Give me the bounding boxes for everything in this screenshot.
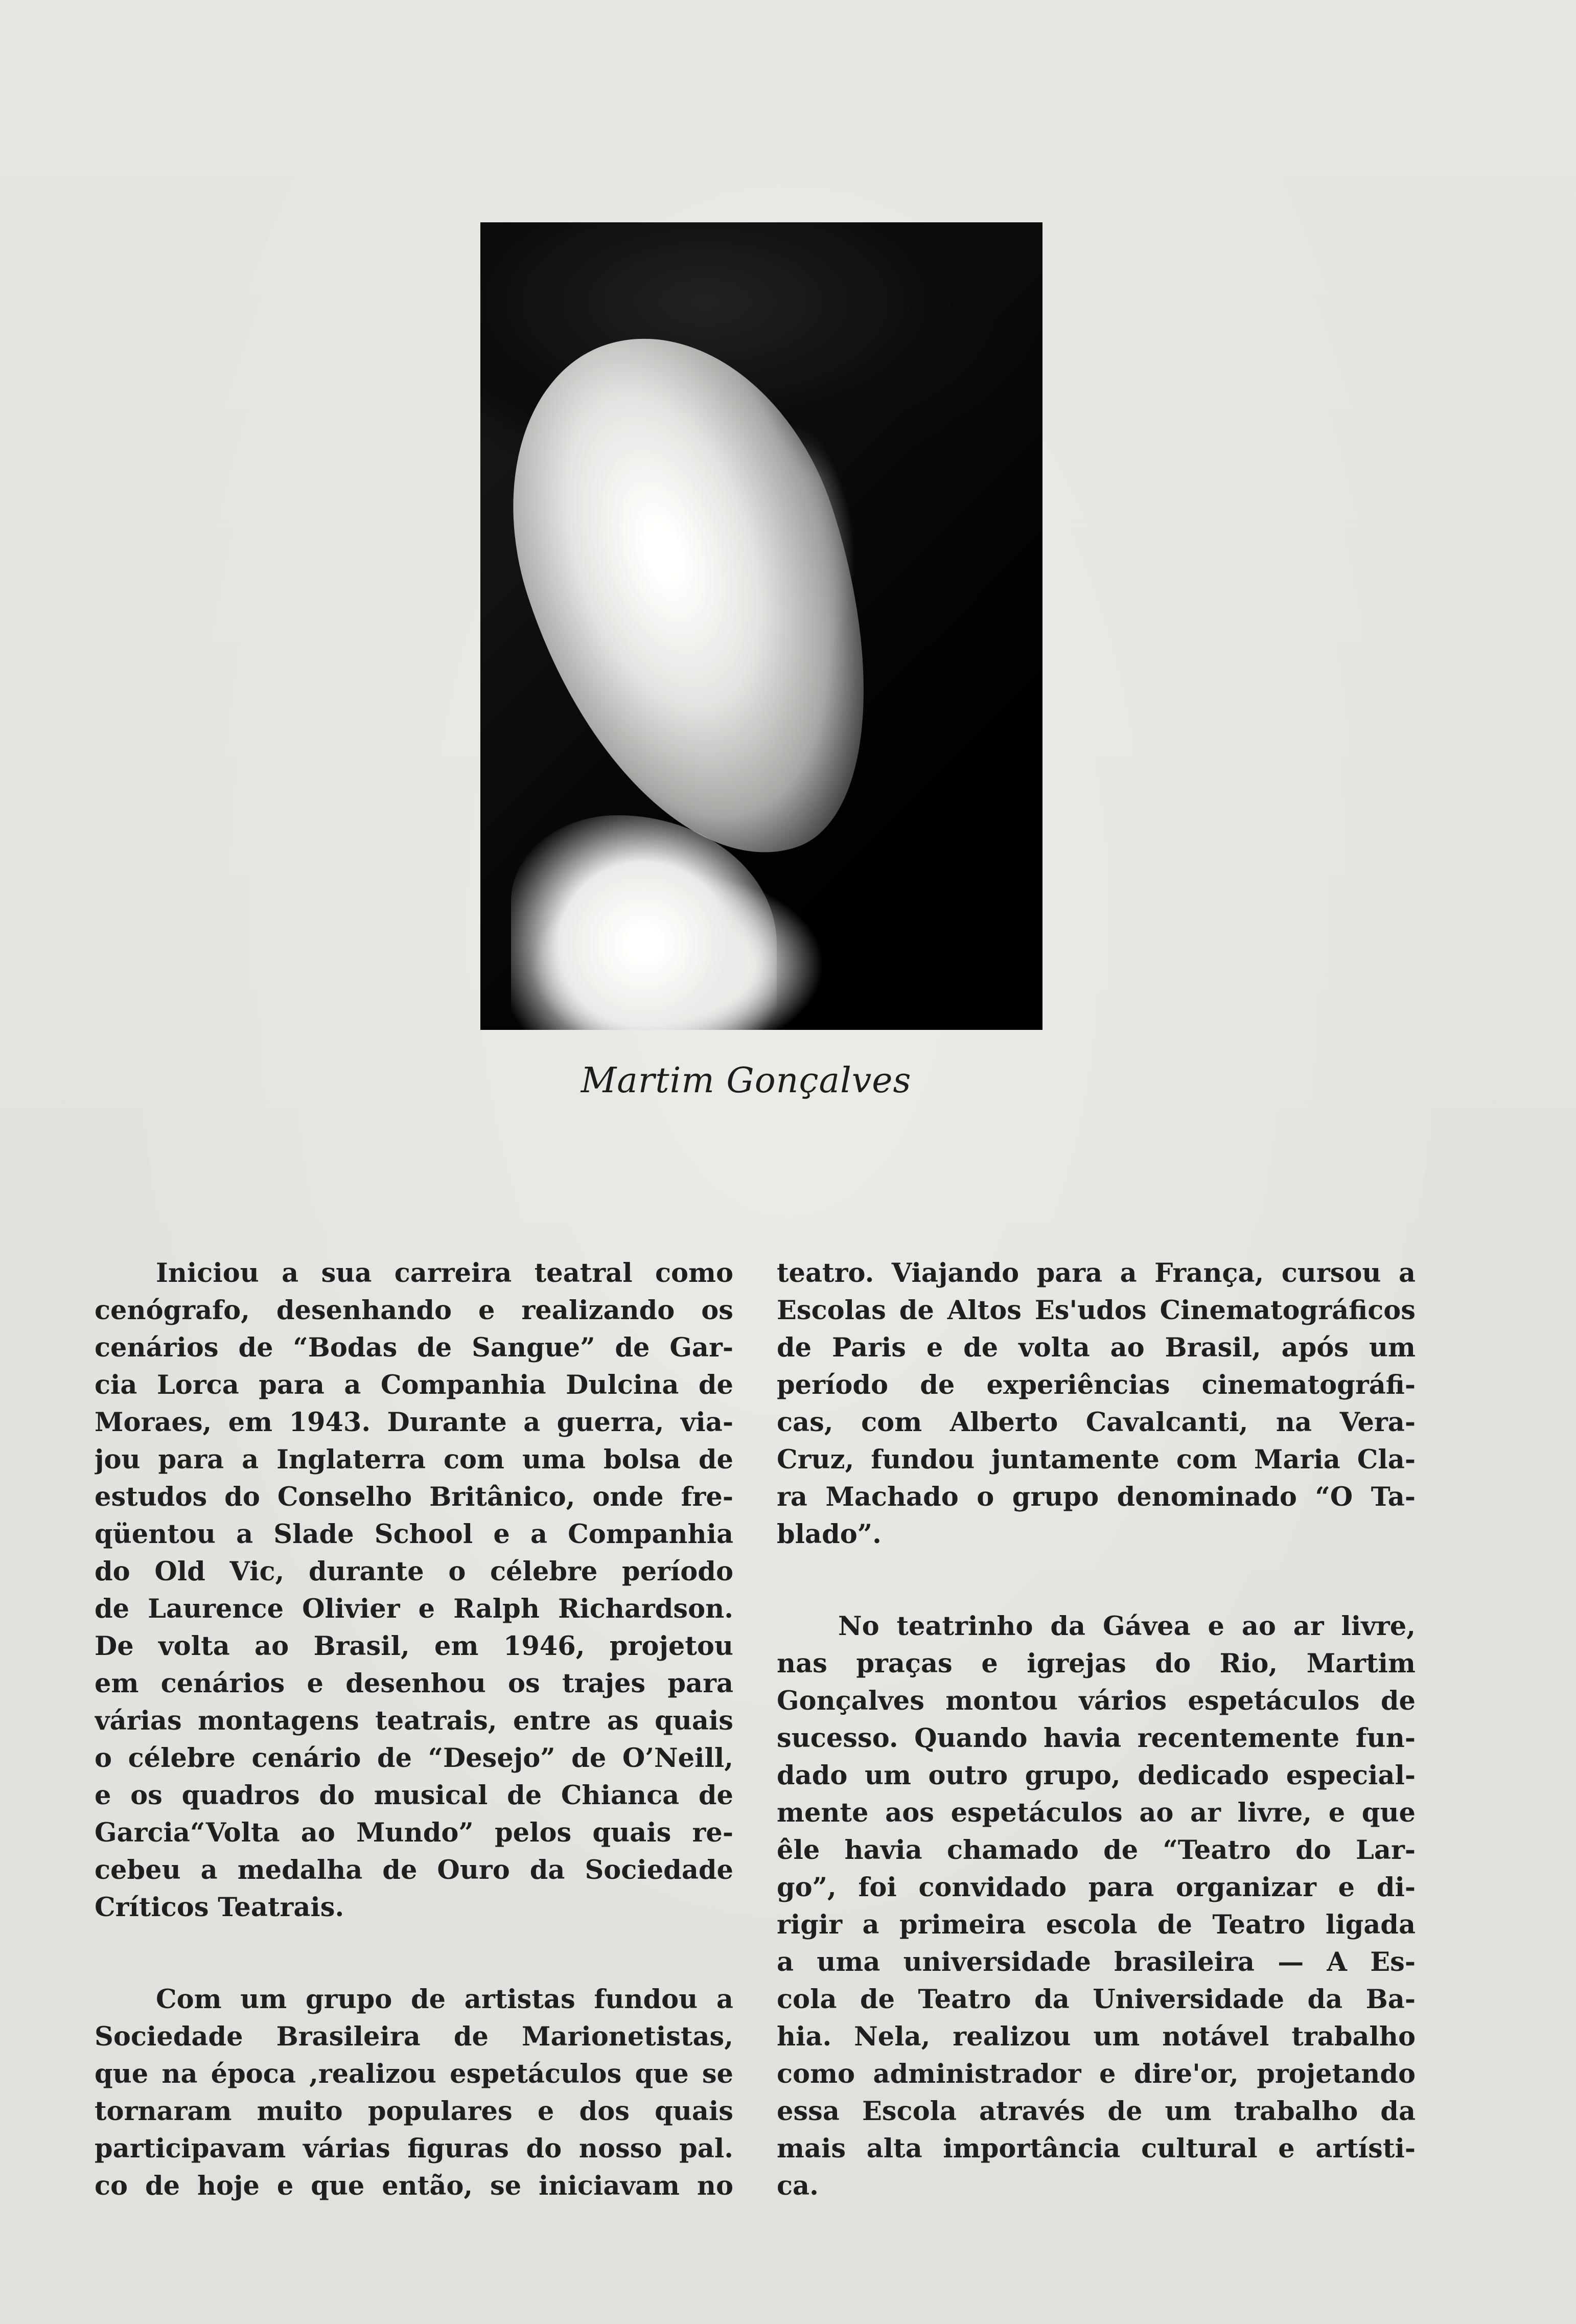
text-line: do Old Vic, durante o célebre período: [95, 1556, 733, 1587]
text-line: blado”.: [777, 1519, 882, 1550]
text-line: Sociedade Brasileira de Marionetistas,: [95, 2021, 733, 2052]
text-line: cola de Teatro da Universidade da Ba-: [777, 1984, 1416, 2015]
text-line: cia Lorca para a Companhia Dulcina de: [95, 1370, 733, 1400]
text-line: de Laurence Olivier e Ralph Richardson.: [95, 1594, 733, 1624]
text-line: como administrador e dire'or, projetando: [777, 2059, 1416, 2089]
text-line: Gonçalves montou vários espetáculos de: [777, 1686, 1416, 1716]
text-line: várias montagens teatrais, entre as quais: [95, 1706, 733, 1736]
text-line: período de experiências cinematográfi-: [777, 1370, 1416, 1400]
text-line: mente aos espetáculos ao ar livre, e que: [777, 1798, 1416, 1828]
paragraph: [777, 1255, 1416, 1553]
text-line: Escolas de Altos Es'udos Cinematográficos: [777, 1295, 1416, 1326]
text-line: Cruz, fundou juntamente com Maria Cla-: [777, 1444, 1416, 1475]
text-line: ra Machado o grupo denominado “O Ta-: [777, 1482, 1416, 1512]
text-line: Críticos Teatrais.: [95, 1892, 344, 1923]
text-line: co de hoje e que então, se iniciavam no: [95, 2171, 733, 2201]
text-line: cas, com Alberto Cavalcanti, na Vera-: [777, 1407, 1416, 1438]
text-line: teatro. Viajando para a França, cursou a: [777, 1258, 1416, 1288]
text-line: De volta ao Brasil, em 1946, projetou: [95, 1631, 733, 1662]
right-column: [777, 1255, 1416, 2205]
text-line: go”, foi convidado para organizar e di-: [777, 1872, 1416, 1903]
paragraph-gap: [95, 1926, 733, 1981]
text-line: No teatrinho da Gávea e ao ar livre,: [838, 1611, 1416, 1642]
text-line: o célebre cenário de “Desejo” de O’Neill,: [95, 1743, 733, 1774]
text-line: de Paris e de volta ao Brasil, após um: [777, 1332, 1416, 1363]
text-line: que na época ,realizou espetáculos que se: [95, 2059, 733, 2089]
text-line: essa Escola através de um trabalho da: [777, 2096, 1416, 2127]
text-line: Moraes, em 1943. Durante a guerra, via-: [95, 1407, 733, 1438]
text-line: cenários de “Bodas de Sangue” de Gar-: [95, 1332, 733, 1363]
paragraph: [777, 1608, 1416, 2205]
photo-caption-signature: Martim Gonçalves: [581, 1061, 912, 1101]
paragraph-gap: [777, 1553, 1416, 1608]
text-line: Com um grupo de artistas fundou a: [156, 1984, 733, 2015]
text-line: hia. Nela, realizou um notável trabalho: [777, 2021, 1416, 2052]
text-line: êle havia chamado de “Teatro do Lar-: [777, 1835, 1416, 1866]
text-line: Iniciou a sua carreira teatral como: [156, 1258, 733, 1288]
text-line: mais alta importância cultural e artísti-: [777, 2133, 1416, 2164]
text-line: jou para a Inglaterra com uma bolsa de: [95, 1444, 733, 1475]
text-line: dado um outro grupo, dedicado especial-: [777, 1760, 1416, 1791]
text-line: estudos do Conselho Britânico, onde fre-: [95, 1482, 733, 1512]
text-line: qüentou a Slade School e a Companhia: [95, 1519, 733, 1550]
text-line: tornaram muito populares e dos quais: [95, 2096, 733, 2127]
text-line: e os quadros do musical de Chianca de: [95, 1780, 733, 1811]
text-line: cenógrafo, desenhando e realizando os: [95, 1295, 733, 1326]
text-line: cebeu a medalha de Ouro da Sociedade: [95, 1855, 733, 1885]
paragraph: [95, 1981, 733, 2205]
portrait-photo: [480, 222, 1042, 1030]
text-line: Garcia“Volta ao Mundo” pelos quais re-: [95, 1817, 733, 1848]
text-line: em cenários e desenhou os trajes para: [95, 1668, 733, 1699]
text-line: sucesso. Quando havia recentemente fun-: [777, 1723, 1416, 1754]
text-line: ca.: [777, 2171, 819, 2201]
left-column: [95, 1255, 733, 2205]
paragraph: [95, 1255, 733, 1926]
text-line: nas praças e igrejas do Rio, Martim: [777, 1648, 1416, 1679]
text-line: participavam várias figuras do nosso pal.: [95, 2133, 733, 2164]
text-line: a uma universidade brasileira — A Es-: [777, 1947, 1416, 1977]
text-line: rigir a primeira escola de Teatro ligada: [777, 1909, 1416, 1940]
